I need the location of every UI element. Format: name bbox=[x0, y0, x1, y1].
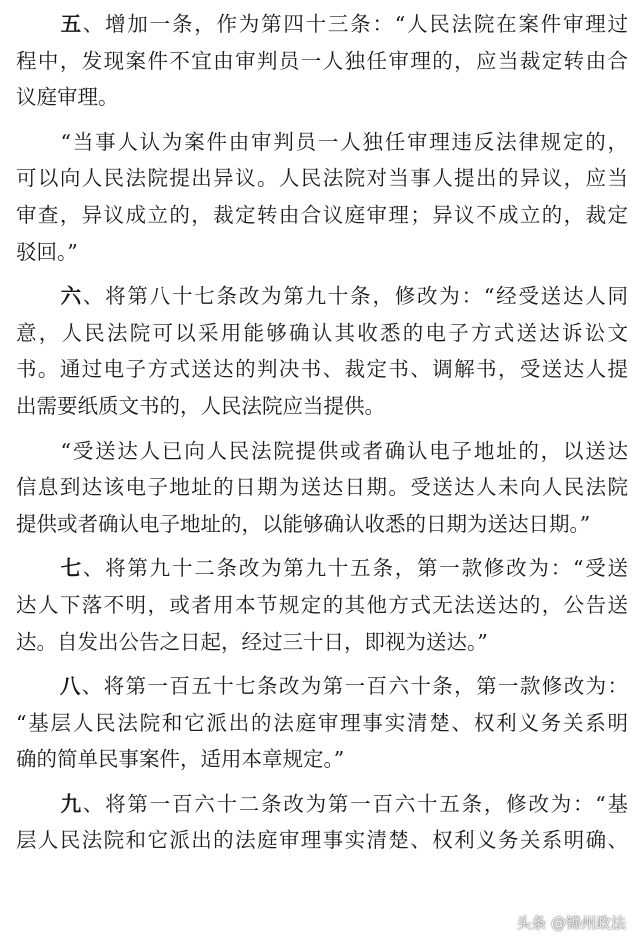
text-line bbox=[16, 388, 628, 425]
text-line bbox=[16, 624, 628, 661]
text-line bbox=[16, 587, 628, 624]
text-line bbox=[16, 469, 628, 506]
line-text: 意，人民法院可以采用能够确认其收悉的电子方式送达诉讼文 bbox=[16, 320, 628, 345]
text-line bbox=[16, 278, 628, 315]
paragraph bbox=[16, 124, 628, 270]
line-text: 信息到达该电子地址的日期为送达日期。受送达人未向人民法院 bbox=[16, 475, 628, 500]
line-text: 议庭审理。 bbox=[16, 85, 119, 110]
text-line bbox=[16, 741, 628, 778]
text-line bbox=[16, 43, 628, 80]
line-text: 程中，发现案件不宜由审判员一人独任审理的，应当裁定转由合 bbox=[16, 48, 628, 73]
paragraph bbox=[16, 668, 628, 778]
line-text: 驳回。” bbox=[16, 239, 78, 264]
paragraph bbox=[16, 278, 628, 424]
indent bbox=[16, 674, 60, 698]
paragraph bbox=[16, 433, 628, 543]
indent bbox=[16, 556, 61, 580]
line-text: “受送达人已向人民法院提供或者确认电子地址的，以送达 bbox=[16, 438, 628, 463]
text-line bbox=[16, 124, 628, 161]
text-line bbox=[16, 351, 628, 388]
line-text: 层人民法院和它派出的法庭审理事实清楚、权利义务关系明确、 bbox=[16, 828, 628, 853]
line-text: 、将第一百六十二条改为第一百六十五条，修改为：“基 bbox=[82, 791, 629, 816]
line-text: 达人下落不明，或者用本节规定的其他方式无法送达的，公告送 bbox=[16, 592, 628, 617]
text-line bbox=[16, 822, 628, 859]
line-text: 达。自发出公告之日起，经过三十日，即视为送达。” bbox=[16, 629, 488, 654]
line-text: 审查，异议成立的，裁定转由合议庭审理；异议不成立的，裁定 bbox=[16, 202, 628, 227]
section-number: 七 bbox=[60, 556, 83, 581]
line-text: 书。通过电子方式送达的判决书、裁定书、调解书，受送达人提 bbox=[16, 357, 628, 382]
indent bbox=[16, 12, 61, 36]
paragraph bbox=[16, 6, 628, 116]
text-line bbox=[16, 6, 628, 43]
text-line bbox=[16, 79, 628, 116]
text-line bbox=[16, 160, 628, 197]
line-text: 、增加一条，作为第四十三条：“人民法院在案件审理过 bbox=[82, 12, 629, 36]
line-text: “当事人认为案件由审判员一人独任审理违反法律规定的， bbox=[16, 129, 628, 154]
paragraph bbox=[16, 786, 628, 859]
document-body bbox=[16, 6, 628, 867]
text-line bbox=[16, 550, 628, 587]
text-line bbox=[16, 786, 628, 823]
text-line bbox=[16, 234, 628, 271]
watermark bbox=[516, 912, 626, 933]
line-text: “基层人民法院和它派出的法庭审理事实清楚、权利义务关系明 bbox=[16, 710, 628, 735]
text-line bbox=[16, 197, 628, 234]
line-text: 、将第九十二条改为第九十五条，第一款修改为：“受送 bbox=[82, 556, 629, 581]
text-line bbox=[16, 705, 628, 742]
section-number: 六 bbox=[60, 284, 83, 309]
section-number: 九 bbox=[60, 791, 83, 816]
line-text: 、将第八十七条改为第九十条，修改为：“经受送达人同 bbox=[82, 284, 629, 309]
text-line bbox=[16, 315, 628, 352]
text-line bbox=[16, 433, 628, 470]
section-number: 五 bbox=[60, 12, 83, 36]
line-text: 确的简单民事案件，适用本章规定。” bbox=[16, 747, 345, 772]
line-text: 提供或者确认电子地址的，以能够确认收悉的日期为送达日期。” bbox=[16, 511, 591, 536]
line-text: 可以向人民法院提出异议。人民法院对当事人提出的异议，应当 bbox=[16, 166, 628, 191]
watermark-text: 头条 @锦州政法 bbox=[516, 914, 626, 932]
line-text: 、将第一百五十七条改为第一百六十条，第一款修改为： bbox=[81, 674, 629, 699]
text-line bbox=[16, 668, 628, 705]
indent bbox=[16, 284, 61, 308]
section-number: 八 bbox=[59, 674, 82, 699]
line-text: 出需要纸质文书的，人民法院应当提供。 bbox=[16, 393, 385, 418]
text-line bbox=[16, 506, 628, 543]
paragraph bbox=[16, 550, 628, 660]
indent bbox=[16, 792, 61, 816]
